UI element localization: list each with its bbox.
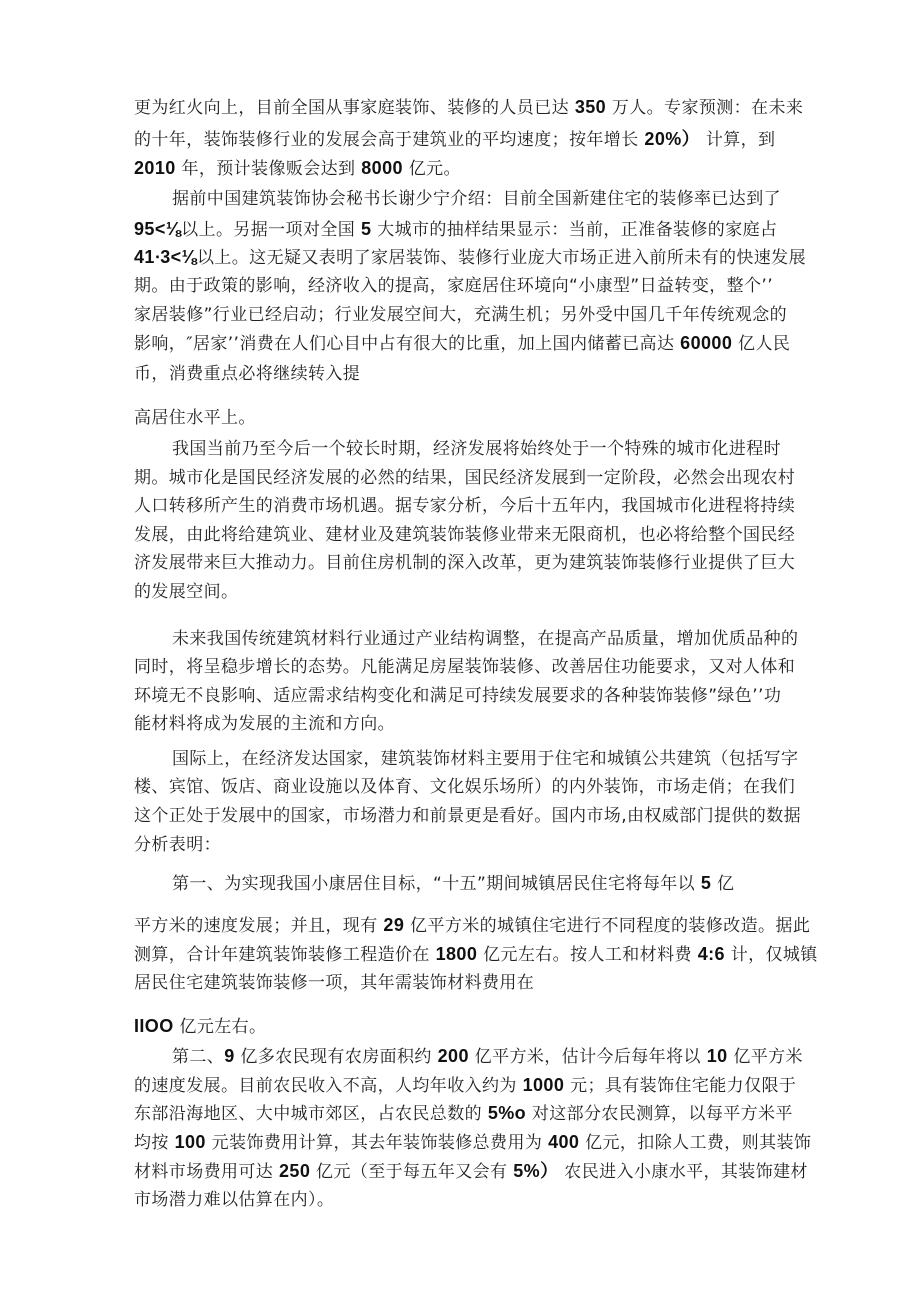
text-line <box>134 1101 793 1126</box>
text-segment: 亿元，扣除人工费，则其装饰 <box>579 1133 812 1153</box>
number-text: 1000 <box>522 1075 565 1095</box>
text-segment: 环境无不良影响、适应需求结构变化和满足可持续发展要求的各种装饰装修”绿色’’功 <box>134 686 782 706</box>
text-segment: 的十年，装饰装修行业的发展会高于建筑业的平均速度；按年增长 <box>134 130 645 150</box>
text-line <box>134 95 803 120</box>
text-line <box>172 871 734 896</box>
text-line <box>134 551 795 575</box>
text-line <box>134 523 795 547</box>
text-segment: 均按 <box>134 1133 175 1153</box>
text-segment: 同时，将呈稳步增长的态势。凡能满足房屋装饰装修、改善居住功能要求，又对人体和 <box>134 657 796 677</box>
text-line <box>134 156 461 181</box>
number-text: 5 <box>700 873 712 893</box>
text-line <box>134 494 795 518</box>
text-segment: 第二、 <box>172 1047 225 1067</box>
number-text: 41∙3<⅛ <box>134 247 197 267</box>
text-segment: 亿平方米，估计今后每年将以 <box>468 1047 707 1067</box>
text-line <box>172 1044 803 1069</box>
text-segment: 发展，由此将给建筑业、建材业及建筑装饰装修业带来无限商机，也必将给整个国民经 <box>134 525 796 545</box>
number-text: 200 <box>437 1046 469 1066</box>
text-segment: 元装饰费用计算，其去年装饰装修总费用为 <box>205 1133 549 1153</box>
text-line <box>134 833 221 857</box>
text-line <box>134 712 395 736</box>
text-segment: 的速度发展。目前农民收入不高，人均年收入约为 <box>134 1076 523 1096</box>
text-segment: 以上。另据一项对全国 <box>181 220 361 240</box>
text-line <box>134 331 790 356</box>
text-line <box>134 775 795 799</box>
text-segment: 大城市的抽样结果显示：当前，正准备装修的家庭占 <box>371 220 778 240</box>
text-line <box>134 274 773 298</box>
text-segment: 居民住宅建筑装饰装修一项，其年需装饰材料费用在 <box>134 973 535 993</box>
text-line <box>134 1073 796 1098</box>
text-segment: 期。由于政策的影响，经济收入的提高，家庭居住环境向“小康型”日益转变，整个’’ <box>134 276 774 296</box>
text-segment: 人口转移所产生的消费市场机遇。据专家分析，今后十五年内，我国城市化进程将持续 <box>134 496 796 516</box>
number-text: 29 <box>383 915 405 935</box>
text-segment: 国际上，在经济发达国家，建筑装饰材料主要用于住宅和城镇公共建筑（包括写字 <box>172 749 799 769</box>
text-segment: 以上。这无疑又表明了家居装饰、装修行业庞大市场正进入前所未有的快速发展 <box>196 248 806 268</box>
text-segment: 东部沿海地区、大中城市郊区，占农民总数的 <box>134 1104 488 1124</box>
text-line <box>134 684 781 708</box>
text-segment: 亿人民 <box>732 334 791 354</box>
text-line <box>134 580 238 604</box>
text-segment: 计，仅城镇 <box>724 945 818 965</box>
text-line <box>134 971 534 995</box>
text-segment: 测算，合计年建筑装饰装修工程造价在 <box>134 945 436 965</box>
text-segment: 亿平方米的城镇住宅进行不同程度的装修改造。据此 <box>404 916 811 936</box>
text-segment: 平方米的速度发展；并且，现有 <box>134 916 384 936</box>
text-segment: 未来我国传统建筑材料行业通过产业结构调整，在提高产品质量，增加优质品种的 <box>172 629 799 649</box>
text-segment: 亿 <box>711 874 735 894</box>
text-segment: 市场潜力难以估算在内）。 <box>134 1190 335 1210</box>
text-line <box>134 245 806 270</box>
text-segment: 亿元左右。按人工和材料费 <box>477 945 698 965</box>
text-segment: 据前中国建筑装饰协会秘书长谢少宁介绍：目前全国新建住宅的装修率已达到了 <box>172 189 781 209</box>
number-text: 10 <box>706 1046 728 1066</box>
text-segment: 万人。专家预测：在未来 <box>606 98 804 118</box>
text-segment: 亿元（至于每五年又会有 <box>310 1162 514 1182</box>
text-segment: 分析表明： <box>134 835 221 855</box>
text-segment: 对这部分农民测算，以每平方米平 <box>526 1104 793 1124</box>
text-segment: 亿元。 <box>402 159 461 179</box>
text-line <box>134 942 818 967</box>
text-segment: 能材料将成为发展的主流和方向。 <box>134 714 395 734</box>
text-segment: 币，消费重点必将继续转入提 <box>134 364 361 384</box>
number-text: 400 <box>548 1132 580 1152</box>
text-segment: 这个正处于发展中的国家，市场潜力和前景更是看好。国内市场,由权威部门提供的数据 <box>134 806 802 826</box>
number-text: 95<⅛ <box>134 219 182 239</box>
number-text: 1800 <box>435 944 478 964</box>
text-line <box>134 362 360 386</box>
text-segment: 亿平方米 <box>727 1047 803 1067</box>
text-segment: 高居住水平上。 <box>134 408 256 428</box>
text-line <box>134 303 787 327</box>
text-line <box>134 804 801 828</box>
number-text: 8000 <box>361 158 403 178</box>
text-segment: 济发展带来巨大推动力。目前住房机制的深入改革，更为建筑装饰装修行业提供了巨大 <box>134 553 796 573</box>
text-line <box>172 747 798 771</box>
text-line <box>134 406 256 430</box>
text-segment: 亿元左右。 <box>173 1017 267 1037</box>
number-text: 60000 <box>680 333 733 353</box>
number-text: 9 <box>224 1046 235 1066</box>
number-text: 2010 <box>134 158 176 178</box>
text-segment: 影响，″居家’’消费在人们心目中占有很大的比重，加上国内储蓄已高达 <box>134 334 681 354</box>
text-segment: 农民进入小康水平，其装饰建材 <box>558 1162 808 1182</box>
text-segment: 年，预计装像贩会达到 <box>175 159 362 179</box>
number-text: 4:6 <box>697 944 725 964</box>
number-text: 100 <box>174 1132 206 1152</box>
text-line <box>134 466 795 490</box>
text-segment: 期。城市化是国民经济发展的必然的结果，国民经济发展到一定阶段，必然会出现农村 <box>134 468 796 488</box>
text-segment: 更为红火向上，目前全国从事家庭装饰、装修的人员已达 <box>134 98 575 118</box>
text-line <box>134 217 777 242</box>
text-line <box>134 127 775 152</box>
number-text: 250 <box>279 1161 311 1181</box>
text-line <box>172 187 781 211</box>
text-segment: 计算，到 <box>700 130 776 150</box>
text-line <box>134 1130 811 1155</box>
text-line <box>134 1014 266 1039</box>
text-line <box>134 913 810 938</box>
number-text: 5%） <box>513 1161 559 1181</box>
text-line <box>134 655 795 679</box>
text-line <box>134 1159 808 1184</box>
text-segment: 的发展空间。 <box>134 582 239 602</box>
text-segment: 家居装修”行业已经启动；行业发展空间大，充满生机；另外受中国几千年传统观念的 <box>134 305 788 325</box>
number-text: 350 <box>574 97 607 117</box>
number-text: IIOO <box>134 1016 174 1036</box>
text-line <box>172 627 798 651</box>
text-segment: 材料市场费用可达 <box>134 1162 280 1182</box>
text-segment: 元；具有装饰住宅能力仅限于 <box>564 1076 797 1096</box>
number-text: 5%o <box>487 1103 527 1123</box>
text-segment: 我国当前乃至今后一个较长时期，经济发展将始终处于一个特殊的城市化进程时 <box>172 439 781 459</box>
number-text: 5 <box>360 219 372 239</box>
text-line <box>134 1188 334 1212</box>
text-segment: 第一、为实现我国小康居住目标，“十五”期间城镇居民住宅将每年以 <box>172 874 701 894</box>
text-segment: 楼、宾馆、饭店、商业设施以及体育、文化娱乐场所）的内外装饰，市场走俏；在我们 <box>134 777 796 797</box>
number-text: 20%） <box>644 129 701 149</box>
text-line <box>172 437 781 461</box>
text-segment: 亿多农民现有农房面积约 <box>234 1047 438 1067</box>
